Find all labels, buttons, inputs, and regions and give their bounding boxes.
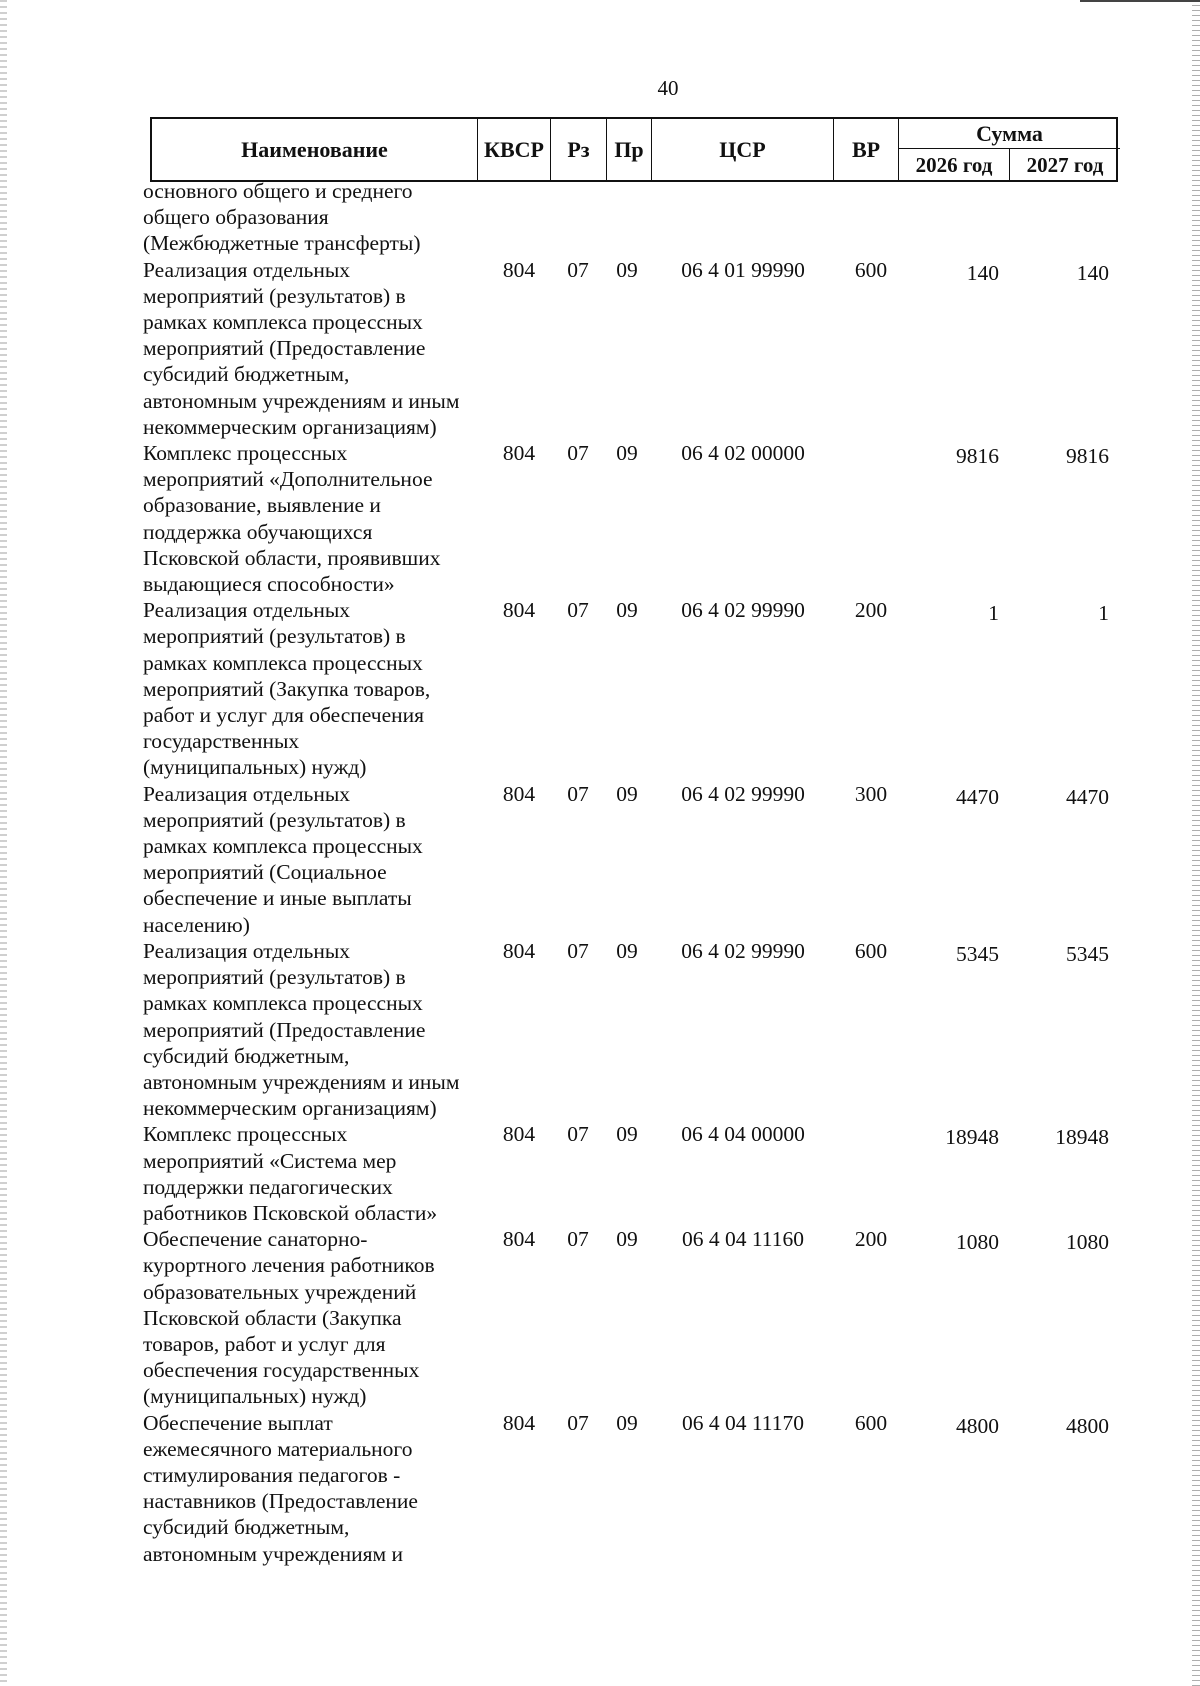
header-pr: Пр	[606, 119, 651, 180]
row-kvsr: 804	[502, 1122, 536, 1147]
row-sum-2027: 140	[1076, 260, 1109, 285]
header-sum: Сумма	[898, 119, 1120, 149]
row-pr: 09	[616, 598, 638, 623]
row-name: Обеспечение санаторно-курортного лечения работников образовательных учреждений Псковской области (Закупка товаров, работ и услуг для обеспечения государственных (муниципальных) нужд)	[143, 1227, 435, 1409]
table-row	[143, 1121, 1123, 1226]
table-row	[143, 178, 1123, 257]
row-csr: 06 4 01 99990	[681, 257, 805, 282]
row-name: основного общего и среднего общего образования (Межбюджетные трансферты)	[143, 179, 421, 256]
row-csr: 06 4 02 99990	[681, 598, 805, 623]
row-csr: 06 4 02 00000	[681, 441, 805, 466]
row-sum-2027: 1	[1098, 601, 1109, 626]
row-kvsr: 804	[502, 938, 536, 963]
row-rz: 07	[567, 1410, 589, 1435]
row-csr: 06 4 04 00000	[681, 1122, 805, 1147]
scan-left-edge	[0, 0, 7, 1686]
row-sum-2026: 4800	[956, 1413, 999, 1438]
row-sum-2026: 18948	[945, 1125, 999, 1150]
row-pr: 09	[616, 1227, 638, 1252]
row-pr: 09	[616, 781, 638, 806]
table-header	[150, 117, 1118, 182]
row-rz: 07	[567, 1122, 589, 1147]
row-kvsr: 804	[502, 257, 536, 282]
row-name: Реализация отдельных мероприятий (результатов) в рамках комплекса процессных мероприятий (Предоставление субсидий бюджетным, автономным учреждениям и иным некоммерческим организациям)	[143, 938, 460, 1121]
row-sum-2027: 9816	[1066, 444, 1109, 469]
row-rz: 07	[567, 598, 589, 623]
row-kvsr: 804	[502, 441, 536, 466]
row-vr: 200	[854, 1227, 888, 1252]
header-vr: ВР	[833, 119, 898, 180]
row-sum-2027: 4470	[1066, 784, 1109, 809]
row-vr: 300	[854, 781, 888, 806]
row-vr: 200	[854, 598, 888, 623]
row-csr: 06 4 04 11170	[681, 1410, 805, 1435]
row-sum-2026: 5345	[956, 941, 999, 966]
table-row	[143, 1226, 1123, 1409]
table-row	[143, 938, 1123, 1121]
row-rz: 07	[567, 1227, 589, 1252]
row-sum-2026: 1	[988, 601, 999, 626]
table-row	[143, 781, 1123, 938]
header-year-2027: 2027 год	[1009, 149, 1120, 182]
row-vr: 600	[854, 938, 888, 963]
row-sum-2027: 18948	[1055, 1125, 1109, 1150]
row-rz: 07	[567, 781, 589, 806]
scan-right-edge	[1192, 0, 1200, 1686]
row-name: Реализация отдельных мероприятий (результатов) в рамках комплекса процессных мероприятий (Социальное обеспечение и иные выплаты населению)	[143, 781, 423, 937]
header-name: Наименование	[241, 136, 388, 162]
row-pr: 09	[616, 441, 638, 466]
row-name: Комплекс процессных мероприятий «Система мер поддержки педагогических работников Псковской области»	[143, 1122, 438, 1225]
row-pr: 09	[616, 938, 638, 963]
row-kvsr: 804	[502, 1227, 536, 1252]
table-row	[143, 257, 1123, 440]
table-row	[143, 597, 1123, 780]
page-number: 40	[657, 76, 679, 100]
row-sum-2027: 4800	[1066, 1413, 1109, 1438]
table-row	[143, 1410, 1123, 1567]
header-kvsr: КВСР	[477, 119, 550, 180]
row-name: Комплекс процессных мероприятий «Дополнительное образование, выявление и поддержка обучающихся Псковской области, проявивших выдающиеся способности»	[143, 441, 441, 597]
row-sum-2027: 5345	[1066, 941, 1109, 966]
row-pr: 09	[616, 1122, 638, 1147]
row-sum-2027: 1080	[1066, 1230, 1109, 1255]
table-row	[143, 440, 1123, 597]
row-rz: 07	[567, 938, 589, 963]
row-name: Реализация отдельных мероприятий (результатов) в рамках комплекса процессных мероприятий (Предоставление субсидий бюджетным, автономным учреждениям и иным некоммерческим организациям)	[143, 257, 460, 439]
row-sum-2026: 1080	[956, 1230, 999, 1255]
row-name: Обеспечение выплат ежемесячного материального стимулирования педагогов - наставников (Предоставление субсидий бюджетным, автономным учреждениям и	[143, 1410, 418, 1566]
row-rz: 07	[567, 441, 589, 466]
row-kvsr: 804	[502, 598, 536, 623]
row-name: Реализация отдельных мероприятий (результатов) в рамках комплекса процессных мероприятий (Закупка товаров, работ и услуг для обеспечения государственных (муниципальных) нужд)	[143, 598, 431, 780]
row-kvsr: 804	[502, 1410, 536, 1435]
row-kvsr: 804	[502, 781, 536, 806]
header-year-2026: 2026 год	[898, 149, 1009, 182]
row-pr: 09	[616, 257, 638, 282]
row-sum-2026: 4470	[956, 784, 999, 809]
row-vr: 600	[854, 257, 888, 282]
row-pr: 09	[616, 1410, 638, 1435]
row-csr: 06 4 04 11160	[681, 1227, 805, 1252]
header-rz: Рз	[550, 119, 606, 180]
table-body	[143, 178, 1123, 1567]
row-csr: 06 4 02 99990	[681, 938, 805, 963]
row-vr: 600	[854, 1410, 888, 1435]
header-csr: ЦСР	[651, 119, 833, 180]
row-rz: 07	[567, 257, 589, 282]
scan-top-line	[1080, 0, 1200, 2]
row-csr: 06 4 02 99990	[681, 781, 805, 806]
row-sum-2026: 140	[966, 260, 999, 285]
row-sum-2026: 9816	[956, 444, 999, 469]
